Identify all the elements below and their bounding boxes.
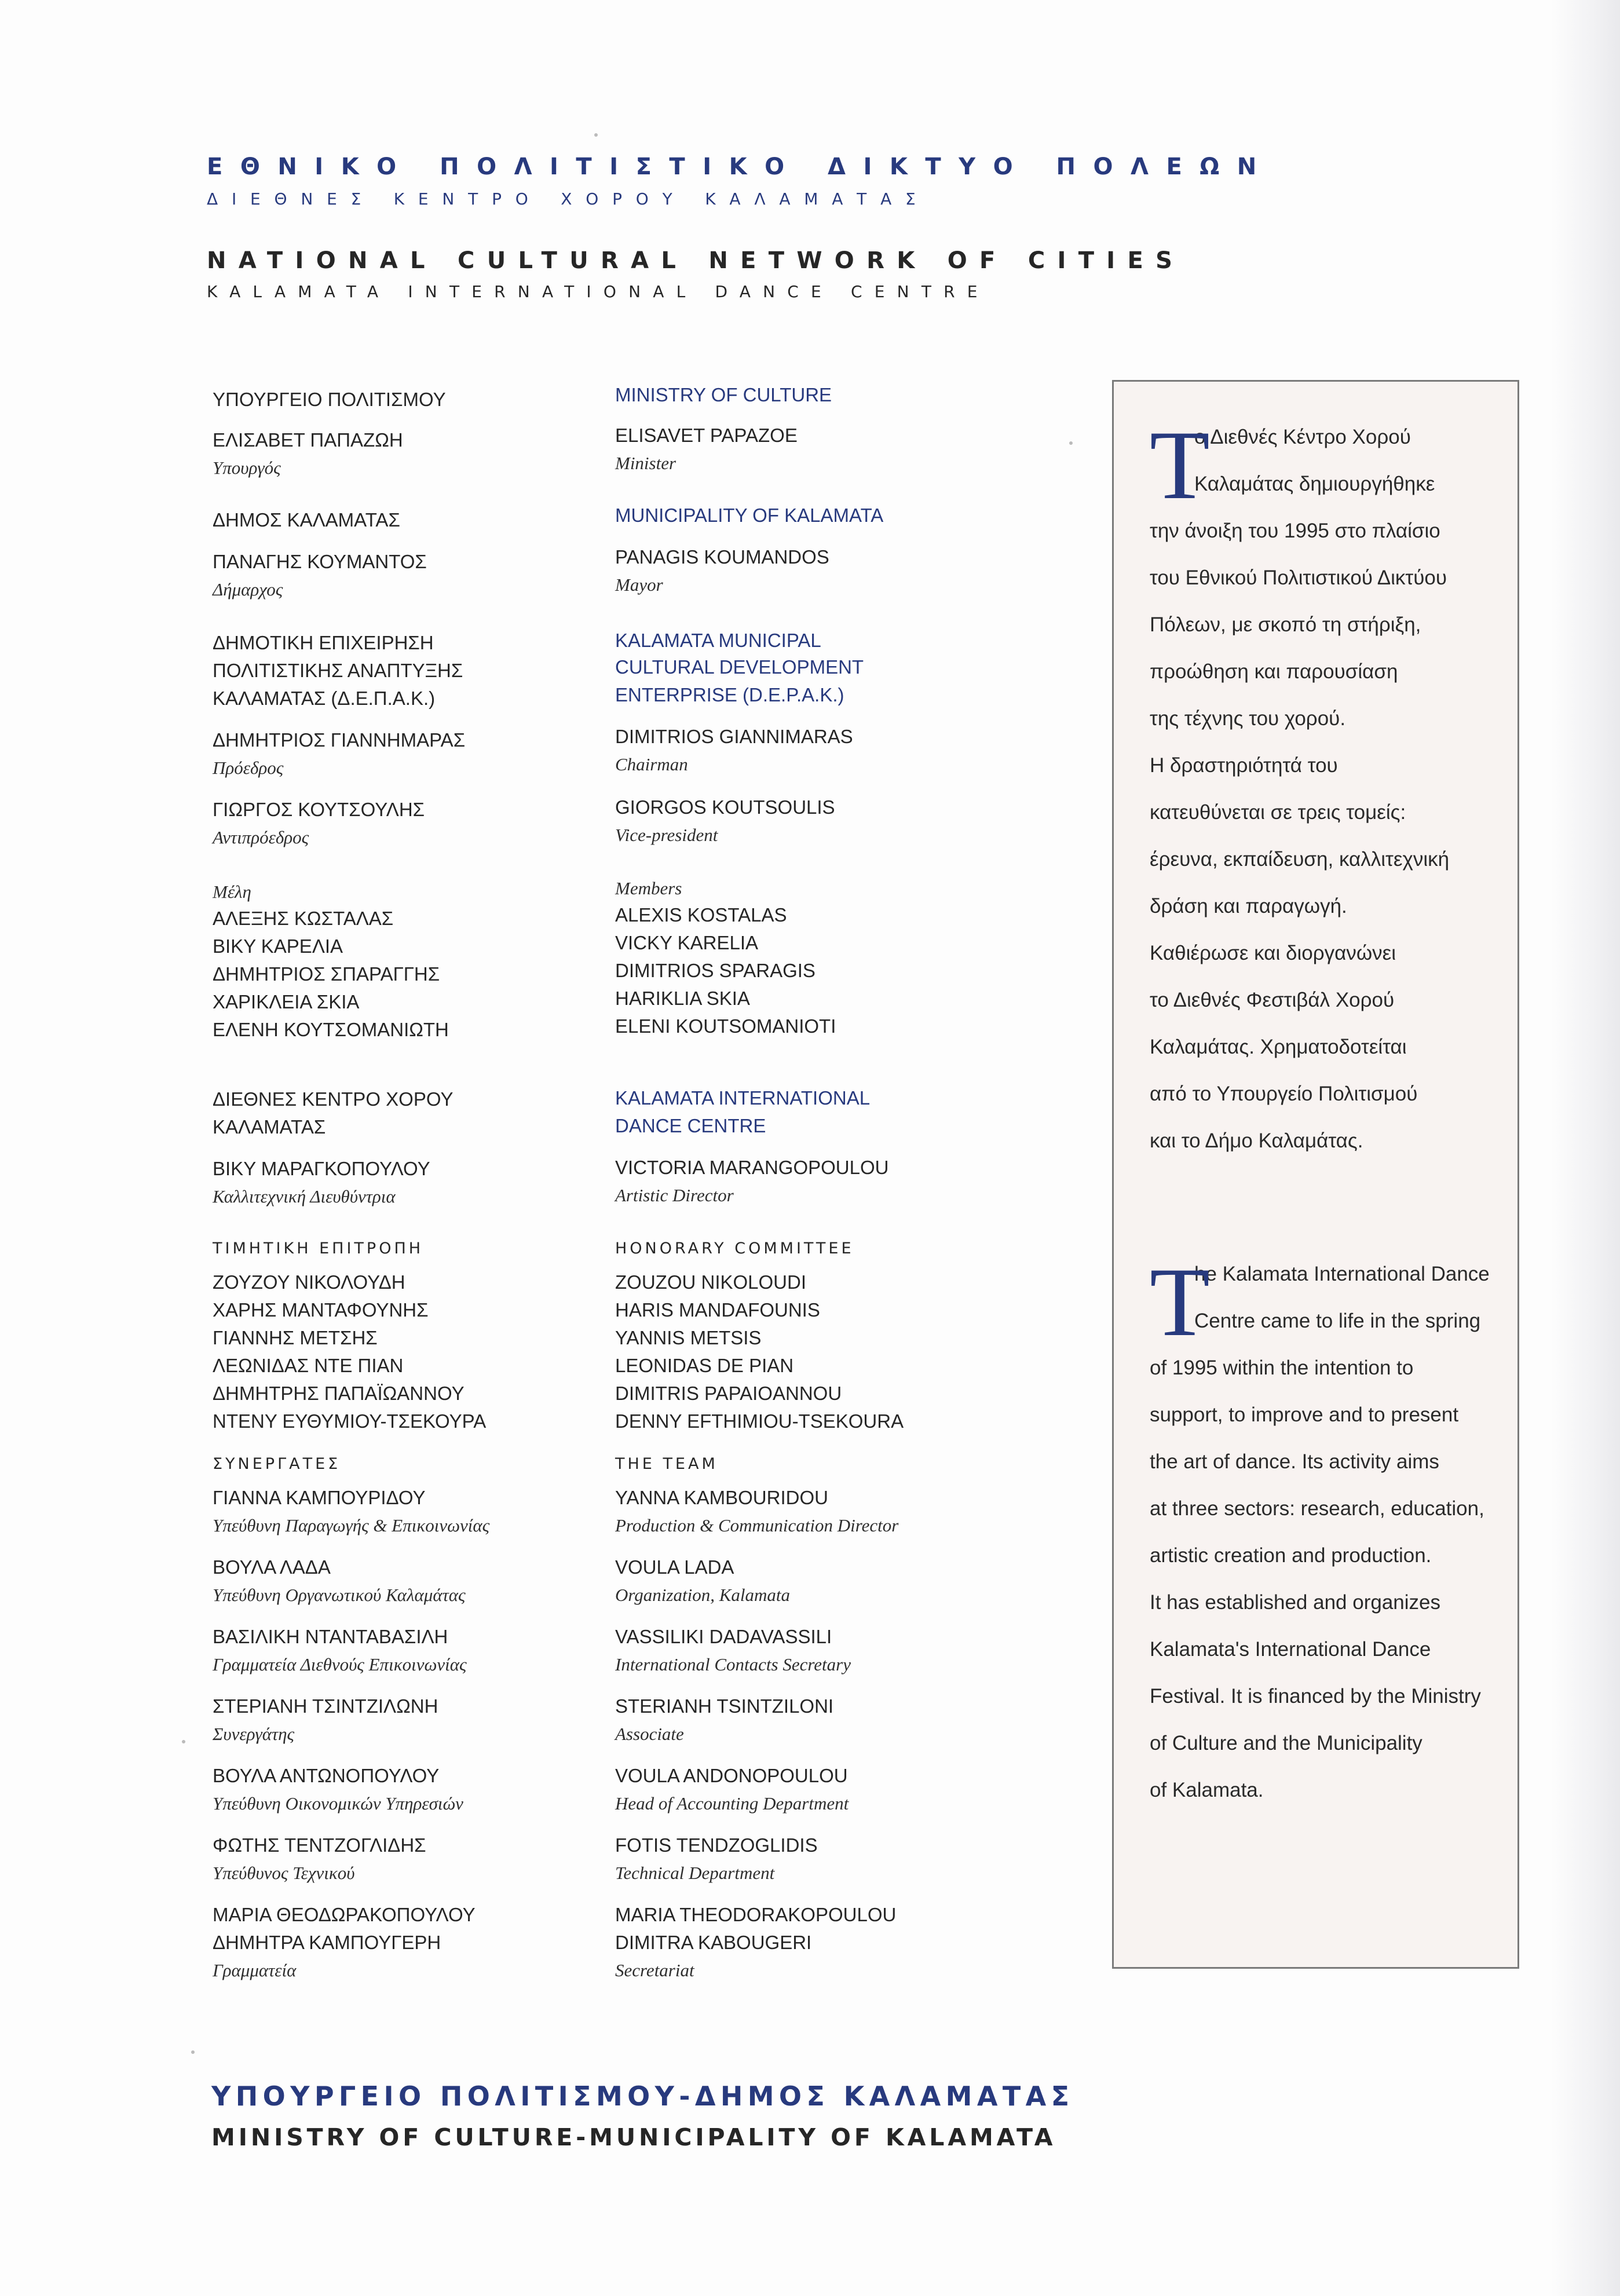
credit-name: VICTORIA MARANGOPOULOU <box>615 1157 889 1178</box>
dropcap-english: T <box>1150 1248 1210 1357</box>
credit-name: ΒΟΥΛΑ ΑΝΤΩΝΟΠΟΥΛΟΥ <box>213 1765 440 1786</box>
about-line: δράση και παραγωγή. <box>1150 895 1347 917</box>
credit-role: Associate <box>615 1724 684 1744</box>
credit-sec: THE TEAM <box>615 1455 718 1473</box>
about-line: από το Υπουργείο Πολιτισμού <box>1150 1083 1418 1105</box>
credit-role: Υπεύθυνη Παραγωγής & Επικοινωνίας <box>213 1515 490 1535</box>
credit-head: ENTERPRISE (D.E.P.A.K.) <box>615 684 844 705</box>
credit-head: ΚΑΛΑΜΑΤΑΣ <box>213 1116 326 1138</box>
speck <box>1069 441 1073 445</box>
about-text-greek <box>1150 411 1497 1164</box>
credit-head: MUNICIPALITY OF KALAMATA <box>615 504 884 526</box>
about-line: Centre came to life in the spring <box>1194 1310 1481 1332</box>
credit-name: VOULA ANDONOPOULOU <box>615 1765 848 1786</box>
credit-role: Minister <box>615 453 676 473</box>
credit-name: ELISAVET PAPAZOE <box>615 425 798 446</box>
credit-name: VOULA LADA <box>615 1556 734 1578</box>
credit-sec: ΣΥΝΕΡΓΑΤΕΣ <box>213 1455 341 1473</box>
credit-name: ΕΛΕΝΗ ΚΟΥΤΣΟΜΑΝΙΩΤΗ <box>213 1019 449 1040</box>
credit-name: ΛΕΩΝΙΔΑΣ ΝΤΕ ΠΙΑΝ <box>213 1355 404 1376</box>
credit-role: Καλλιτεχνική Διευθύντρια <box>213 1186 396 1207</box>
credit-name: ΖΟΥΖΟΥ ΝΙΚΟΛΟΥΔΗ <box>213 1271 405 1293</box>
about-text-english <box>1150 1248 1497 1814</box>
credit-head: ΚΑΛΑΜΑΤΑΣ (Δ.Ε.Π.Α.Κ.) <box>213 688 436 709</box>
about-line: Festival. It is financed by the Ministry <box>1150 1685 1481 1708</box>
credit-name: YANNA KAMBOURIDOU <box>615 1487 828 1508</box>
credit-name: ΔΗΜΗΤΡΙΟΣ ΣΠΑΡΑΓΓΗΣ <box>213 963 440 985</box>
credit-name: HARIS MANDAFOUNIS <box>615 1299 820 1321</box>
about-line: Kalamata's International Dance <box>1150 1638 1431 1661</box>
about-line: του Εθνικού Πολιτιστικού Δικτύου <box>1150 566 1447 589</box>
about-line: at three sectors: research, education, <box>1150 1497 1484 1520</box>
about-line: το Διεθνές Φεστιβάλ Χορού <box>1150 989 1395 1011</box>
credit-name: ΑΛΕΞΗΣ ΚΩΣΤΑΛΑΣ <box>213 908 394 929</box>
about-line: artistic creation and production. <box>1150 1544 1432 1567</box>
credit-role: Secretariat <box>615 1960 694 1980</box>
credit-name: YANNIS METSIS <box>615 1327 762 1348</box>
about-line: Καλαμάτας δημιουργήθηκε <box>1194 473 1435 495</box>
credit-name: DIMITRIOS SPARAGIS <box>615 960 816 981</box>
credit-role: Artistic Director <box>615 1185 734 1205</box>
credit-role: Αντιπρόεδρος <box>213 827 309 847</box>
credit-head: ΥΠΟΥΡΓΕΙΟ ΠΟΛΙΤΙΣΜΟΥ <box>213 389 446 410</box>
about-line: of 1995 within the intention to <box>1150 1357 1414 1379</box>
credit-role: Members <box>615 878 682 898</box>
credit-name: ΒΑΣΙΛΙΚΗ ΝΤΑΝΤΑΒΑΣΙΛΗ <box>213 1626 448 1647</box>
credit-name: DIMITRA KABOUGERI <box>615 1932 812 1953</box>
header-greek-subtitle: ΔΙΕΘΝΕΣ ΚΕΝΤΡΟ ΧΟΡΟΥ ΚΑΛΑΜΑΤΑΣ <box>207 189 930 209</box>
credit-name: ΦΩΤΗΣ ΤΕΝΤΖΟΓΛΙΔΗΣ <box>213 1834 426 1856</box>
credit-head: MINISTRY OF CULTURE <box>615 384 832 405</box>
dropcap-greek: T <box>1150 411 1210 520</box>
credit-name: ZOUZOU NIKOLOUDI <box>615 1271 807 1293</box>
credit-role: Μέλη <box>213 882 251 902</box>
credit-role: Υπεύθυνη Οργανωτικού Καλαμάτας <box>213 1585 466 1605</box>
credit-role: Technical Department <box>615 1863 775 1883</box>
credit-name: ΓΙΑΝΝΗΣ ΜΕΤΣΗΣ <box>213 1327 378 1348</box>
speck <box>191 2050 195 2054</box>
credit-head: ΔΗΜΟΤΙΚΗ ΕΠΙΧΕΙΡΗΣΗ <box>213 632 434 653</box>
footer-english: MINISTRY OF CULTURE-MUNICIPALITY OF KALAMATA <box>211 2123 1056 2151</box>
about-line: the art of dance. Its activity aims <box>1150 1450 1439 1473</box>
credit-name: MARIA THEODORAKOPOULOU <box>615 1904 897 1925</box>
header-english-title: NATIONAL CULTURAL NETWORK OF CITIES <box>207 247 1185 274</box>
credit-name: GIORGOS KOUTSOULIS <box>615 796 835 818</box>
about-line: της τέχνης του χορού. <box>1150 707 1346 730</box>
credit-name: STERIANH TSINTZILONI <box>615 1695 834 1717</box>
credit-name: ELENI KOUTSOMANIOTI <box>615 1015 836 1037</box>
credit-name: ΕΛΙΣΑΒΕΤ ΠΑΠΑΖΩΗ <box>213 429 403 451</box>
credit-role: International Contacts Secretary <box>615 1654 851 1675</box>
credit-role: Organization, Kalamata <box>615 1585 790 1605</box>
about-line: Καλαμάτας. Χρηματοδοτείται <box>1150 1036 1407 1058</box>
credit-name: DENNY EFTHIMIOU-TSEKOURA <box>615 1410 904 1432</box>
credit-role: Head of Accounting Department <box>615 1793 849 1814</box>
page-footer <box>211 2083 1074 2149</box>
credit-name: PANAGIS KOUMANDOS <box>615 546 829 568</box>
about-line: κατευθύνεται σε τρεις τομείς: <box>1150 801 1406 824</box>
credit-role: Υπεύθυνη Οικονομικών Υπηρεσιών <box>213 1793 463 1814</box>
about-line: προώθηση και παρουσίαση <box>1150 660 1398 683</box>
credit-name: LEONIDAS DE PIAN <box>615 1355 794 1376</box>
credit-role: Γραμματεία <box>213 1960 297 1980</box>
header-english-subtitle: KALAMATA INTERNATIONAL DANCE CENTRE <box>207 282 990 301</box>
credit-name: ΧΑΡΙΚΛΕΙΑ ΣΚΙΑ <box>213 991 360 1012</box>
about-line: ο Διεθνές Κέντρο Χορού <box>1194 426 1411 448</box>
credit-name: ΓΙΑΝΝΑ ΚΑΜΠΟΥΡΙΔΟΥ <box>213 1487 426 1508</box>
credit-head: DANCE CENTRE <box>615 1115 766 1136</box>
about-line: It has established and organizes <box>1150 1591 1440 1614</box>
credit-name: ΧΑΡΗΣ ΜΑΝΤΑΦΟΥΝΗΣ <box>213 1299 429 1321</box>
credit-name: DIMITRIOS GIANNIMARAS <box>615 726 853 747</box>
credit-name: ΒΟΥΛΑ ΛΑΔΑ <box>213 1556 331 1578</box>
about-line: και το Δήμο Καλαμάτας. <box>1150 1129 1363 1152</box>
credit-name: ΔΗΜΗΤΡΙΟΣ ΓΙΑΝΝΗΜΑΡΑΣ <box>213 729 466 751</box>
header-greek-title: ΕΘΝΙΚΟ ΠΟΛΙΤΙΣΤΙΚΟ ΔΙΚΤΥΟ ΠΟΛΕΩΝ <box>207 153 1274 180</box>
credit-name: VASSILIKI DADAVASSILI <box>615 1626 832 1647</box>
credit-name: ΔΗΜΗΤΡΑ ΚΑΜΠΟΥΓΕΡΗ <box>213 1932 441 1953</box>
credit-name: DIMITRIS PAPAIOANNOU <box>615 1383 842 1404</box>
credit-name: ΒΙΚΥ ΜΑΡΑΓΚΟΠΟΥΛΟΥ <box>213 1158 430 1179</box>
page-edge-shadow <box>1550 0 1620 2296</box>
credit-head: KALAMATA MUNICIPAL <box>615 630 821 651</box>
credit-head: ΔΗΜΟΣ ΚΑΛΑΜΑΤΑΣ <box>213 509 400 531</box>
credit-name: ΓΙΩΡΓΟΣ ΚΟΥΤΣΟΥΛΗΣ <box>213 799 425 820</box>
credit-role: Production & Communication Director <box>615 1515 899 1535</box>
about-line: Πόλεων, με σκοπό τη στήριξη, <box>1150 613 1421 636</box>
credit-name: HARIKLIA SKIA <box>615 988 750 1009</box>
credit-sec: ΤΙΜΗΤΙΚΗ ΕΠΙΤΡΟΠΗ <box>213 1240 424 1257</box>
credit-role: Mayor <box>615 575 663 595</box>
about-line: support, to improve and to present <box>1150 1403 1459 1426</box>
about-line: he Kalamata International Dance <box>1194 1263 1490 1285</box>
credit-sec: HONORARY COMMITTEE <box>615 1240 854 1257</box>
credit-head: ΔΙΕΘΝΕΣ ΚΕΝΤΡΟ ΧΟΡΟΥ <box>213 1088 454 1110</box>
credit-name: ALEXIS KOSTALAS <box>615 904 787 926</box>
page-header <box>207 155 1274 300</box>
footer-greek: ΥΠΟΥΡΓΕΙΟ ΠΟΛΙΤΙΣΜΟΥ-ΔΗΜΟΣ ΚΑΛΑΜΑΤΑΣ <box>211 2081 1074 2112</box>
credit-role: Vice-president <box>615 825 718 845</box>
about-line: of Culture and the Municipality <box>1150 1732 1422 1754</box>
about-line: Καθιέρωσε και διοργανώνει <box>1150 942 1396 964</box>
credit-name: ΔΗΜΗΤΡΗΣ ΠΑΠΑΪΩΑΝΝΟΥ <box>213 1383 465 1404</box>
credit-role: Συνεργάτης <box>213 1724 295 1744</box>
credit-name: ΠΑΝΑΓΗΣ ΚΟΥΜΑΝΤΟΣ <box>213 551 427 572</box>
credit-name: ΣΤΕΡΙΑΝΗ ΤΣΙΝΤΖΙΛΩΝΗ <box>213 1695 438 1717</box>
credit-role: Υπεύθυνος Τεχνικού <box>213 1863 355 1883</box>
credit-role: Chairman <box>615 754 688 774</box>
about-line: Η δραστηριότητά του <box>1150 754 1338 777</box>
about-sidebar-box <box>1112 380 1519 1969</box>
credit-head: CULTURAL DEVELOPMENT <box>615 656 864 678</box>
credit-role: Γραμματεία Διεθνούς Επικοινωνίας <box>213 1654 467 1675</box>
credit-role: Υπουργός <box>213 458 281 478</box>
credit-name: ΒΙΚΥ ΚΑΡΕΛΙΑ <box>213 935 343 957</box>
speck <box>594 133 598 137</box>
speck <box>182 1740 185 1743</box>
credit-name: ΝΤΕΝΥ ΕΥΘΥΜΙΟΥ-ΤΣΕΚΟΥΡΑ <box>213 1410 487 1432</box>
credit-name: VICKY KARELIA <box>615 932 759 953</box>
credit-role: Δήμαρχος <box>213 579 283 599</box>
about-line: of Kalamata. <box>1150 1779 1264 1801</box>
credit-role: Πρόεδρος <box>213 758 284 778</box>
credit-name: FOTIS TENDZOGLIDIS <box>615 1834 818 1856</box>
about-line: έρευνα, εκπαίδευση, καλλιτεχνική <box>1150 848 1450 871</box>
credit-head: ΠΟΛΙΤΙΣΤΙΚΗΣ ΑΝΑΠΤΥΞΗΣ <box>213 660 463 681</box>
credit-head: KALAMATA INTERNATIONAL <box>615 1087 871 1109</box>
about-line: την άνοιξη του 1995 στο πλαίσιο <box>1150 520 1440 542</box>
credit-name: ΜΑΡΙΑ ΘΕΟΔΩΡΑΚΟΠΟΥΛΟΥ <box>213 1904 476 1925</box>
